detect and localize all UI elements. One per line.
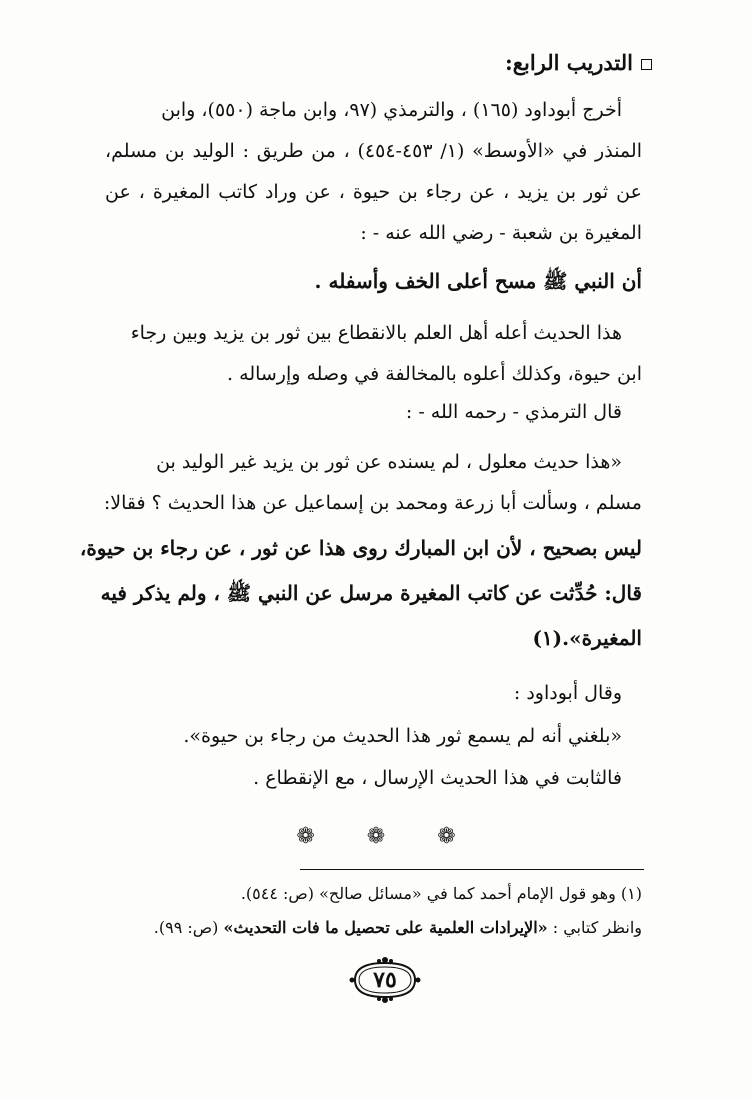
- text-line-7: ابن حيوة، وكذلك أعلوه بالمخالفة في وصله وإرساله .: [227, 363, 642, 385]
- text-line-4: المغيرة بن شعبة - رضي الله عنه - :: [360, 222, 642, 244]
- flower-ornament-icon: ❁: [437, 824, 456, 849]
- footnote-2-suffix: (ص: ٩٩).: [153, 918, 224, 937]
- flower-ornament-icon: ❁: [366, 824, 386, 849]
- heading-text: التدريب الرابع:: [505, 50, 633, 75]
- text-line-11: ليس بصحيح ، لأن ابن المبارك روى هذا عن ثور ، عن رجاء بن حيوة،: [79, 536, 642, 560]
- footnote-2-prefix: وانظر كتابي :: [547, 918, 642, 937]
- text-line-3: عن ثور بن يزيد ، عن رجاء بن حيوة ، عن وراد كاتب المغيرة ، عن: [105, 181, 642, 203]
- page-number-badge: [345, 955, 425, 1005]
- hadith-text-line: أن النبي ﷺ مسح أعلى الخف وأسفله .: [314, 269, 642, 293]
- text-line-13: المغيرة».(١): [532, 626, 642, 650]
- text-line-9: «هذا حديث معلول ، لم يسنده عن ثور بن يزيد غير الوليد بن: [156, 451, 622, 473]
- square-bullet-icon: [641, 59, 652, 70]
- section-divider: [0, 824, 752, 849]
- footnote-2-book-title: «الإيرادات العلمية على تحصيل ما فات التحديث»: [223, 918, 548, 937]
- page-number: ٧٥: [373, 967, 397, 993]
- section-heading: [505, 50, 652, 75]
- footnote-1: (١) وهو قول الإمام أحمد كما في «مسائل صالح» (ص: ٥٤٤).: [240, 884, 642, 903]
- text-line-1: أخرج أبوداود (١٦٥) ، والترمذي (٩٧، وابن ماجة (٥٥٠)، وابن: [161, 99, 622, 121]
- text-line-16: فالثابت في هذا الحديث الإرسال ، مع الإنقطاع .: [253, 767, 622, 789]
- text-line-8: قال الترمذي - رحمه الله - :: [405, 401, 622, 423]
- text-line-10: مسلم ، وسألت أبا زرعة ومحمد بن إسماعيل عن هذا الحديث ؟ فقالا:: [103, 492, 642, 514]
- text-line-2: المنذر في «الأوسط» (١/ ٤٥٣-٤٥٤) ، من طريق : الوليد بن مسلم،: [105, 140, 642, 162]
- footnote-rule: [300, 869, 644, 870]
- text-line-12: قال: حُدِّثت عن كاتب المغيرة مرسل عن النبي ﷺ ، ولم يذكر فيه: [100, 581, 642, 605]
- text-line-14: وقال أبوداود :: [513, 682, 622, 704]
- flower-ornament-icon: ❁: [296, 824, 315, 849]
- footnote-2: [154, 918, 642, 937]
- text-line-6: هذا الحديث أعله أهل العلم بالانقطاع بين ثور بن يزيد وبين رجاء: [130, 322, 622, 344]
- text-line-15: «بلغني أنه لم يسمع ثور هذا الحديث من رجاء بن حيوة».: [183, 725, 622, 747]
